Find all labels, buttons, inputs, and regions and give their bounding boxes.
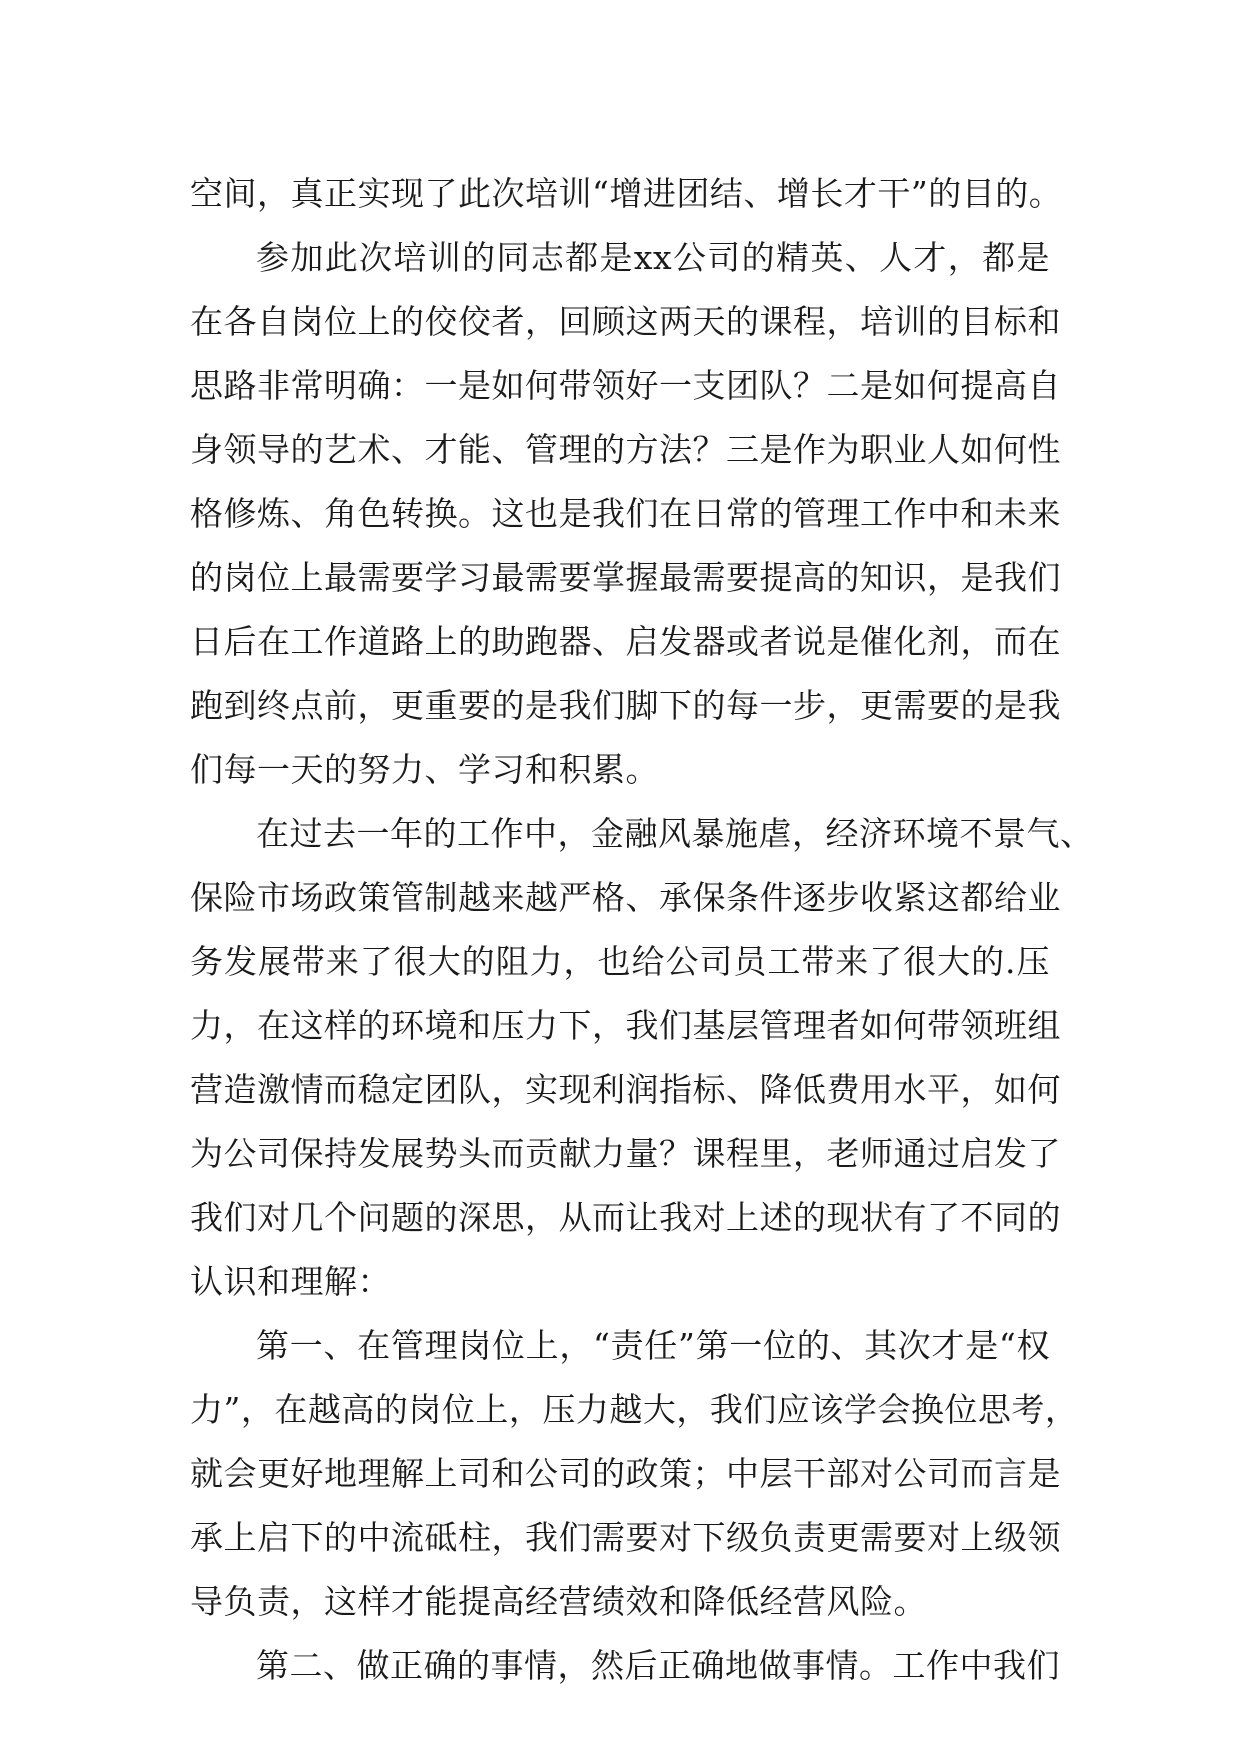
paragraph-start-line: 第一、在管理岗位上，“责任”第一位的、其次才是“权 <box>256 1326 1050 1365</box>
text-line: 思路非常明确：一是如何带领好一支团队？二是如何提高自 <box>190 366 1061 405</box>
text-line: 在各自岗位上的佼佼者，回顾这两天的课程，培训的目标和 <box>190 302 1061 341</box>
text-line: 跑到终点前，更重要的是我们脚下的每一步，更需要的是我 <box>190 686 1061 725</box>
paragraph-end-line: 导负责，这样才能提高经营绩效和降低经营风险。 <box>190 1582 927 1621</box>
text-line: 我们对几个问题的深思，从而让我对上述的现状有了不同的 <box>190 1198 1061 1237</box>
text-line: 空间，真正实现了此次培训“增进团结、增长才干”的目的。 <box>190 174 1063 213</box>
paragraph-end-line: 们每一天的努力、学习和积累。 <box>190 750 659 789</box>
text-line: 格修炼、角色转换。这也是我们在日常的管理工作中和未来 <box>190 494 1061 533</box>
text-line: 营造激情而稳定团队，实现利润指标、降低费用水平，如何 <box>190 1070 1061 1109</box>
text-line: 身领导的艺术、才能、管理的方法？三是作为职业人如何性 <box>190 430 1061 469</box>
text-line: 日后在工作道路上的助跑器、启发器或者说是催化剂，而在 <box>190 622 1061 661</box>
paragraph-start-line: 参加此次培训的同志都是xx公司的精英、人才，都是 <box>256 238 1050 277</box>
text-line: 为公司保持发展势头而贡献力量？课程里，老师通过启发了 <box>190 1134 1061 1173</box>
text-line: 承上启下的中流砥柱，我们需要对下级负责更需要对上级领 <box>190 1518 1061 1557</box>
paragraph-end-line: 认识和理解： <box>190 1262 391 1301</box>
text-line: 保险市场政策管制越来越严格、承保条件逐步收紧这都给业 <box>190 878 1061 917</box>
text-line: 的岗位上最需要学习最需要掌握最需要提高的知识，是我们 <box>190 558 1061 597</box>
text-line: 力”，在越高的岗位上，压力越大，我们应该学会换位思考， <box>190 1390 1079 1429</box>
paragraph-start-line: 第二、做正确的事情，然后正确地做事情。工作中我们 <box>256 1646 1060 1685</box>
text-line: 力，在这样的环境和压力下，我们基层管理者如何带领班组 <box>190 1006 1061 1045</box>
body-text <box>190 162 1094 1698</box>
text-line: 务发展带来了很大的阻力，也给公司员工带来了很大的.压 <box>190 942 1050 981</box>
paragraph-start-line: 在过去一年的工作中，金融风暴施虐，经济环境不景气、 <box>256 814 1094 853</box>
text-line: 就会更好地理解上司和公司的政策；中层干部对公司而言是 <box>190 1454 1061 1493</box>
